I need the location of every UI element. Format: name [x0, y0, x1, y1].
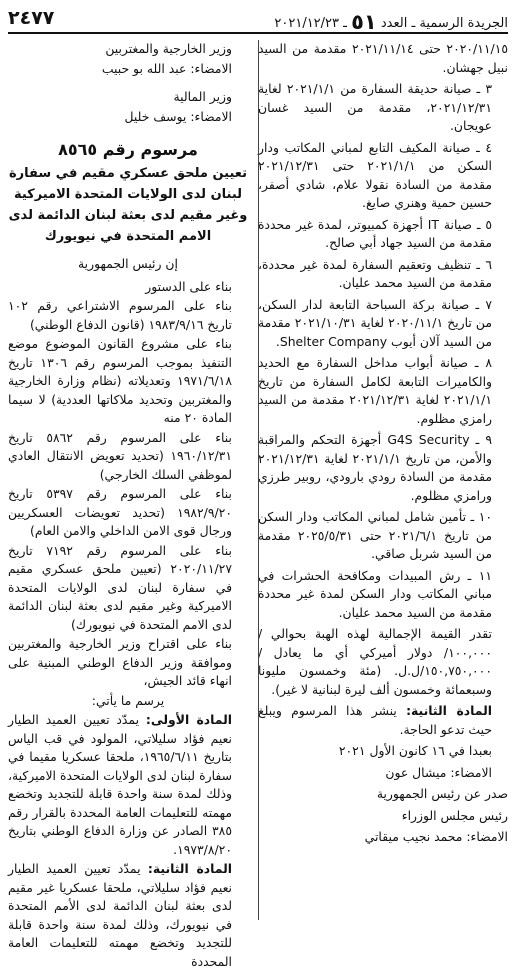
article-two-label: المادة الثانية: — [406, 703, 492, 718]
president-signature: الامضاء: ميشال عون — [385, 764, 492, 780]
article-two — [258, 702, 508, 739]
minister-finance-title: وزير المالية — [173, 89, 232, 104]
gazette-title-prefix: الجريدة الرسمية ـ العدد — [380, 16, 508, 31]
article-one-text: يمدّد تعيين العميد الطيار نعيم فؤاد سليلاتي، المولود في قب الياس بتاريخ ١٩٦٥/٦/١١، ملحقا عسكريا مقيما في سفارة لبنان لدى الولايات المتحدة الاميركية، وذلك لمدة سنة واحدة قابلة للتجديد وتخضع مهمته للتعليمات العامة المحددة بالقرار رقم ٣٨٥ الصادر عن وزارة الدفاع الوطني بتاريخ ١٩٧٣/٨/٢٠. — [8, 712, 232, 857]
article-two-left-label: المادة الثانية: — [147, 861, 232, 876]
column-divider — [258, 40, 259, 920]
date-line: بعبدا في ١٦ كانون الأول ٢٠٢١ — [338, 743, 492, 758]
prime-minister-title: رئيس مجلس الوزراء — [401, 807, 508, 823]
issue-number: ٥١ — [351, 10, 377, 34]
recital: بناء على مشروع القانون الموضوع موضع التنفيذ بموجب المرسوم رقم ١٣٠٦ تاريخ ١٩٧١/٦/١٨ وتعديلاته (نظام وزارة الخارجية والمغتربين وتحديد ملاكاتها العددية) لا سيما المادة ٢٠ منه — [8, 336, 232, 425]
list-item: ١٠ ـ تأمين شامل لمباني المكاتب ودار السكن من تاريخ ٢٠٢١/٦/١ حتى ٢٠٢٥/٥/٣١ مقدمة من السيد شربل صاقي. — [258, 509, 492, 561]
list-item: ٤ ـ صيانة المكيف التابع لمباني المكاتب ودار السكن من ٢٠٢١/١/١ حتى ٢٠٢١/١٢/٣١ مقدمة من السادة نقولا علام، شادي أصفر، حسين حمية وهنري صايغ. — [258, 139, 493, 210]
list-item: ١١ ـ رش المبيدات ومكافحة الحشرات في مباني المكاتب ودار السكن لمدة غير محددة مقدمة من السيد محمد عليان. — [258, 567, 492, 620]
recital: بناء على المرسوم الاشتراعي رقم ١٠٢ تاريخ ١٩٨٣/٩/١٦ (قانون الدفاع الوطني) — [8, 298, 232, 332]
article-one-label: المادة الأولى: — [145, 712, 232, 727]
signature-block — [258, 742, 508, 847]
minister-finance-signature: الامضاء: يوسف خليل — [124, 108, 232, 124]
recital: بناء على الدستور — [145, 278, 232, 294]
article-two-left — [8, 860, 248, 971]
recital: بناء على المرسوم رقم ٥٨٦٢ تاريخ ١٩٦٠/١٢/٣١ (تحديد تعويض الانتقال العادي لموظفي السلك الخارجي) — [8, 429, 232, 482]
list-item: ٣ ـ صيانة حديقة السفارة من ٢٠٢١/١/١ لغاية ٢٠٢١/١٢/٣١، مقدمة من السيد غسان عويجان. — [258, 81, 492, 133]
president-line: إن رئيس الجمهورية — [78, 256, 178, 271]
minister-foreign-signature: الامضاء: عبد الله بو حبيب — [101, 60, 232, 76]
minister-foreign-title: وزير الخارجية والمغتربين — [105, 41, 232, 56]
list-item: ٥ ـ صيانة IT أجهزة كمبيوتر، لمدة غير محددة مقدمة من السيد جهاد أبي صالح. — [258, 216, 492, 250]
recital: بناء على اقتراح وزير الخارجية والمغتربين وموافقة وزير الدفاع الوطني المبنية على انهاء قائد الجيش، — [8, 636, 232, 688]
recital: بناء على المرسوم رقم ٥٣٩٧ تاريخ ١٩٨٢/٩/٢٠ (تحديد تعويضات العسكريين ورجال قوى الامن الداخلي والامن العام) — [8, 486, 232, 538]
recital: بناء على المرسوم رقم ٧١٩٢ تاريخ ٢٠٢٠/١١/٢٧ (تعيين ملحق عسكري مقيم في سفارة لبنان لدى الولايات المتحدة الاميركية وغير مقيم لدى بعثة لبنان الدائمة لدى الامم المتحدة في نيويورك) — [8, 542, 232, 632]
list-item: ٧ ـ صيانة بركة السباحة التابعة لدار السكن، من تاريخ ٢٠٢٠/١١/١ لغاية ٢٠٢١/١٠/٣١ مقدمة من السيد آلان أيوب Shelter Company. — [258, 296, 492, 349]
list-item: ٦ ـ تنظيف وتعقيم السفارة لمدة غير محددة، مقدمة من السيد محمد عليان. — [258, 256, 492, 290]
right-column — [258, 40, 508, 920]
issued-by: صدر عن رئيس الجمهورية — [376, 786, 508, 801]
decree-number: مرسوم رقم ٨٥٦٥ — [58, 140, 198, 159]
prime-minister-signature: الامضاء: محمد نجيب ميقاتي — [364, 829, 508, 844]
list-item: ٨ ـ صيانة أبواب مداخل السفارة مع الحديد والكاميرات التابعة لكامل السفارة من تاريخ ٢٠٢١/١/١ لغاية ٢٠٢١/١٢/٣١ مقدمة من السيد رامزي مظلوم. — [258, 355, 493, 426]
decree-title: تعيين ملحق عسكري مقيم في سفارة لبنان لدى الولايات المتحدة الاميركية وغير مقيم لدى بعثة لبنان الدائمة لدى الامم المتحدة في نيويورك — [8, 166, 248, 244]
issue-date: ـ ٢٠٢١/١٢/٢٣ — [274, 16, 347, 31]
decrees-line: يرسم ما يأتي: — [91, 692, 165, 708]
article-two-text: ينشر هذا المرسوم ويبلغ حيث تدعو الحاجة. — [258, 703, 492, 737]
article-two-left-text: يمدّد تعيين العميد الطيار نعيم فؤاد سليلاتي، ملحقا عسكريا غير مقيم لدى بعثة لبنان الدائمة لدى الأمم المتحدة في نيويورك، وذلك لمدة سنة واحدة قابلة للتجديد وتخضع مهمته للتعليمات العامة المحددة — [8, 861, 232, 969]
list-item: ٢٠٢٠/١١/١٥ حتى ٢٠٢١/١١/١٤ مقدمة من السيد نبيل جهشان. — [258, 41, 509, 75]
gazette-title — [274, 10, 508, 34]
article-one — [8, 711, 248, 859]
left-column — [8, 40, 248, 969]
page-header — [8, 6, 508, 34]
list-item: ٩ ـ G4S Security أجهزة التحكم والمراقبة والأمن، من تاريخ ٢٠٢١/١/١ لغاية ٢٠٢١/١٢/٣١ مقدمة من السادة رودي بارودي، روبير طرزي ورامزي مظلوم. — [258, 432, 493, 503]
total-value-paragraph: تقدر القيمة الإجمالية لهذه الهبة بحوالي /١٠٠,٠٠٠/ دولار أميركي أي ما يعادل /١٥٠,٧٥٠,٠٠٠/ل.ل. (مئة وخمسون مليونا وسبعمائة وخمسون ألف ليرة لبنانية لا غير). — [258, 626, 492, 697]
page-number: ٢٤٧٧ — [8, 7, 55, 29]
